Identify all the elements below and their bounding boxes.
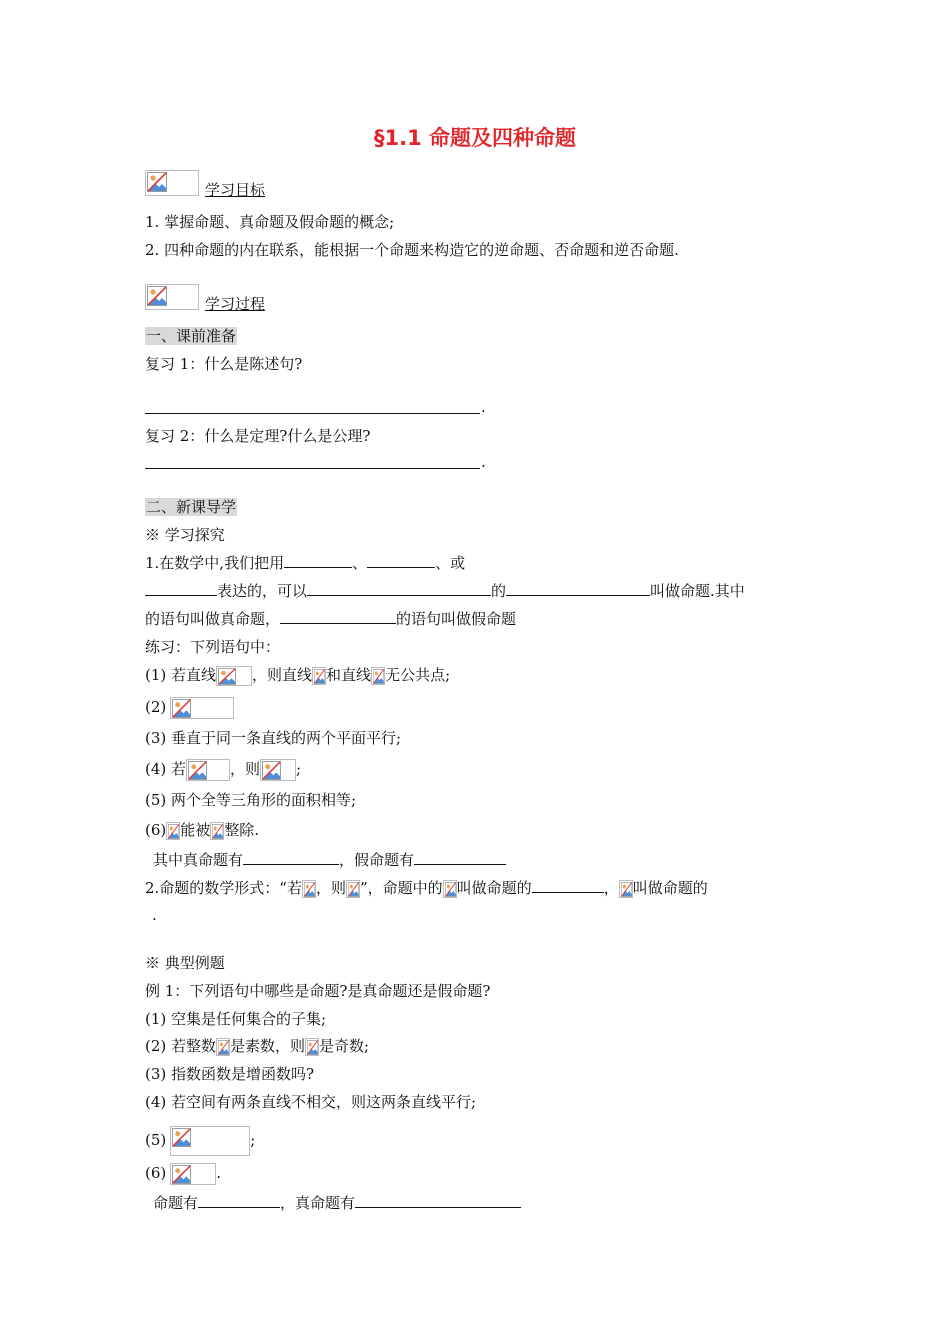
formula-image-icon: [346, 880, 360, 898]
q1-text-e: 的: [491, 582, 507, 600]
q1-text-b: 、: [352, 554, 368, 572]
q1-text-c: 、或: [435, 554, 466, 572]
e6-text-b: .: [216, 1164, 222, 1182]
formula-image-icon: [216, 666, 252, 686]
q2-text-e: ，: [603, 879, 619, 897]
q1-blank-5[interactable]: [506, 581, 650, 596]
formula-image-icon: [302, 880, 316, 898]
false-props-blank[interactable]: [414, 850, 506, 865]
answer-line-1[interactable]: [145, 413, 480, 414]
q1-text-a: 1.在数学中,我们把用: [145, 554, 285, 572]
q1-text-h: 的语句叫做假命题: [396, 610, 517, 628]
formula-image-icon: [170, 1126, 250, 1156]
process-heading-row: [145, 284, 266, 313]
practice-item-3: (3) 垂直于同一条直线的两个平面平行;: [145, 729, 402, 747]
practice-item-4: [145, 759, 301, 781]
e-ans-text-b: ，真命题有: [280, 1194, 356, 1212]
true-props-blank[interactable]: [243, 850, 339, 865]
practice-item-5: (5) 两个全等三角形的面积相等;: [145, 791, 357, 809]
formula-image-icon: [170, 697, 234, 719]
section-1-heading: 一、课前准备: [146, 327, 237, 345]
p1-text-a: (1) 若直线: [145, 666, 217, 684]
p6-text-c: 整除.: [224, 821, 260, 839]
q1-blank-4[interactable]: [307, 581, 491, 596]
example-item-3: (3) 指数函数是增函数吗?: [145, 1065, 315, 1083]
practice-item-1: [145, 665, 450, 686]
e2-text-b: 是素数，则: [230, 1037, 306, 1055]
e5-text-a: (5): [145, 1131, 167, 1149]
q2-line: [145, 878, 708, 898]
p2-text: (2): [145, 698, 167, 716]
goals-heading: 学习目标: [205, 181, 266, 199]
process-heading: 学习过程: [205, 295, 266, 313]
example-answer: [153, 1193, 521, 1213]
formula-image-icon: [216, 1038, 230, 1056]
p-ans-text-b: ，假命题有: [339, 851, 415, 869]
e6-text-a: (6): [145, 1164, 167, 1182]
formula-image-icon: [186, 759, 230, 781]
props-blank[interactable]: [198, 1193, 280, 1208]
formula-image-icon: [443, 880, 457, 898]
e5-text-b: ;: [250, 1131, 256, 1149]
p6-text-b: 能被: [180, 821, 211, 839]
practice-item-6: [145, 820, 259, 840]
formula-image-icon: [312, 667, 326, 685]
true-props-blank-2[interactable]: [355, 1193, 521, 1208]
q1-line-3: [145, 609, 516, 629]
q1-blank-3[interactable]: [145, 581, 217, 596]
q1-blank-6[interactable]: [280, 609, 396, 624]
section-2-heading: 二、新课导学: [146, 498, 237, 516]
formula-image-icon: [170, 1163, 216, 1185]
examples-heading: ※ 典型例题: [145, 954, 225, 972]
q1-text-d: 表达的，可以: [217, 582, 308, 600]
q1-blank-2[interactable]: [367, 553, 435, 568]
q2-text-c: ”，命题中的: [360, 879, 443, 897]
practice-heading: 练习：下列语句中：: [145, 638, 281, 656]
formula-image-icon: [619, 880, 633, 898]
answer-line-2[interactable]: [145, 468, 480, 469]
example-item-2: [145, 1036, 369, 1056]
explore-heading: ※ 学习探究: [145, 526, 225, 544]
q2-text-f: 叫做命题的: [632, 879, 708, 897]
goals-image-icon: [145, 170, 199, 196]
e2-text-a: (2) 若整数: [145, 1037, 217, 1055]
example-item-4: (4) 若空间有两条直线不相交，则这两条直线平行;: [145, 1093, 477, 1111]
example-1-prompt: 例 1：下列语句中哪些是命题?是真命题还是假命题?: [145, 982, 491, 1000]
p1-text-d: 无公共点;: [385, 666, 451, 684]
p6-text-a: (6): [145, 821, 167, 839]
period-1: .: [481, 398, 486, 416]
p1-text-c: 和直线: [326, 666, 372, 684]
q2-text-b: ，则: [315, 879, 346, 897]
p4-text-c: ;: [296, 760, 302, 778]
formula-image-icon: [371, 667, 385, 685]
goal-item-1: 1. 掌握命题、真命题及假命题的概念;: [145, 213, 395, 231]
q2-text-d: 叫做命题的: [456, 879, 532, 897]
formula-image-icon: [210, 822, 224, 840]
page-title: §1.1 命题及四种命题: [373, 126, 576, 150]
q1-line-1: [145, 553, 465, 573]
formula-image-icon: [166, 822, 180, 840]
q2-blank-1[interactable]: [532, 878, 604, 893]
p4-text-a: (4) 若: [145, 760, 187, 778]
goal-item-2: 2. 四种命题的内在联系，能根据一个命题来构造它的逆命题、否命题和逆否命题.: [145, 241, 679, 259]
practice-item-2: [145, 697, 234, 719]
p1-text-b: ，则直线: [252, 666, 313, 684]
q1-text-g: 的语句叫做真命题，: [145, 610, 281, 628]
q2-period: .: [152, 906, 157, 924]
q1-text-f: 叫做命题.其中: [650, 582, 745, 600]
review-2: 复习 2：什么是定理?什么是公理?: [145, 427, 371, 445]
p-ans-text-a: 其中真命题有: [153, 851, 244, 869]
q1-blank-1[interactable]: [284, 553, 352, 568]
p4-text-b: ，则: [230, 760, 261, 778]
formula-image-icon: [260, 759, 296, 781]
process-image-icon: [145, 284, 199, 310]
q1-line-2: [145, 581, 745, 601]
formula-image-icon: [305, 1038, 319, 1056]
example-item-5: [145, 1126, 255, 1156]
example-item-6: [145, 1163, 221, 1185]
q2-text-a: 2.命题的数学形式：“若: [145, 879, 302, 897]
e-ans-text-a: 命题有: [153, 1194, 199, 1212]
review-1: 复习 1：什么是陈述句?: [145, 355, 303, 373]
goals-heading-row: [145, 170, 266, 199]
e2-text-c: 是奇数;: [319, 1037, 370, 1055]
period-2: .: [481, 453, 486, 471]
practice-answer: [153, 850, 506, 870]
example-item-1: (1) 空集是任何集合的子集;: [145, 1010, 327, 1028]
